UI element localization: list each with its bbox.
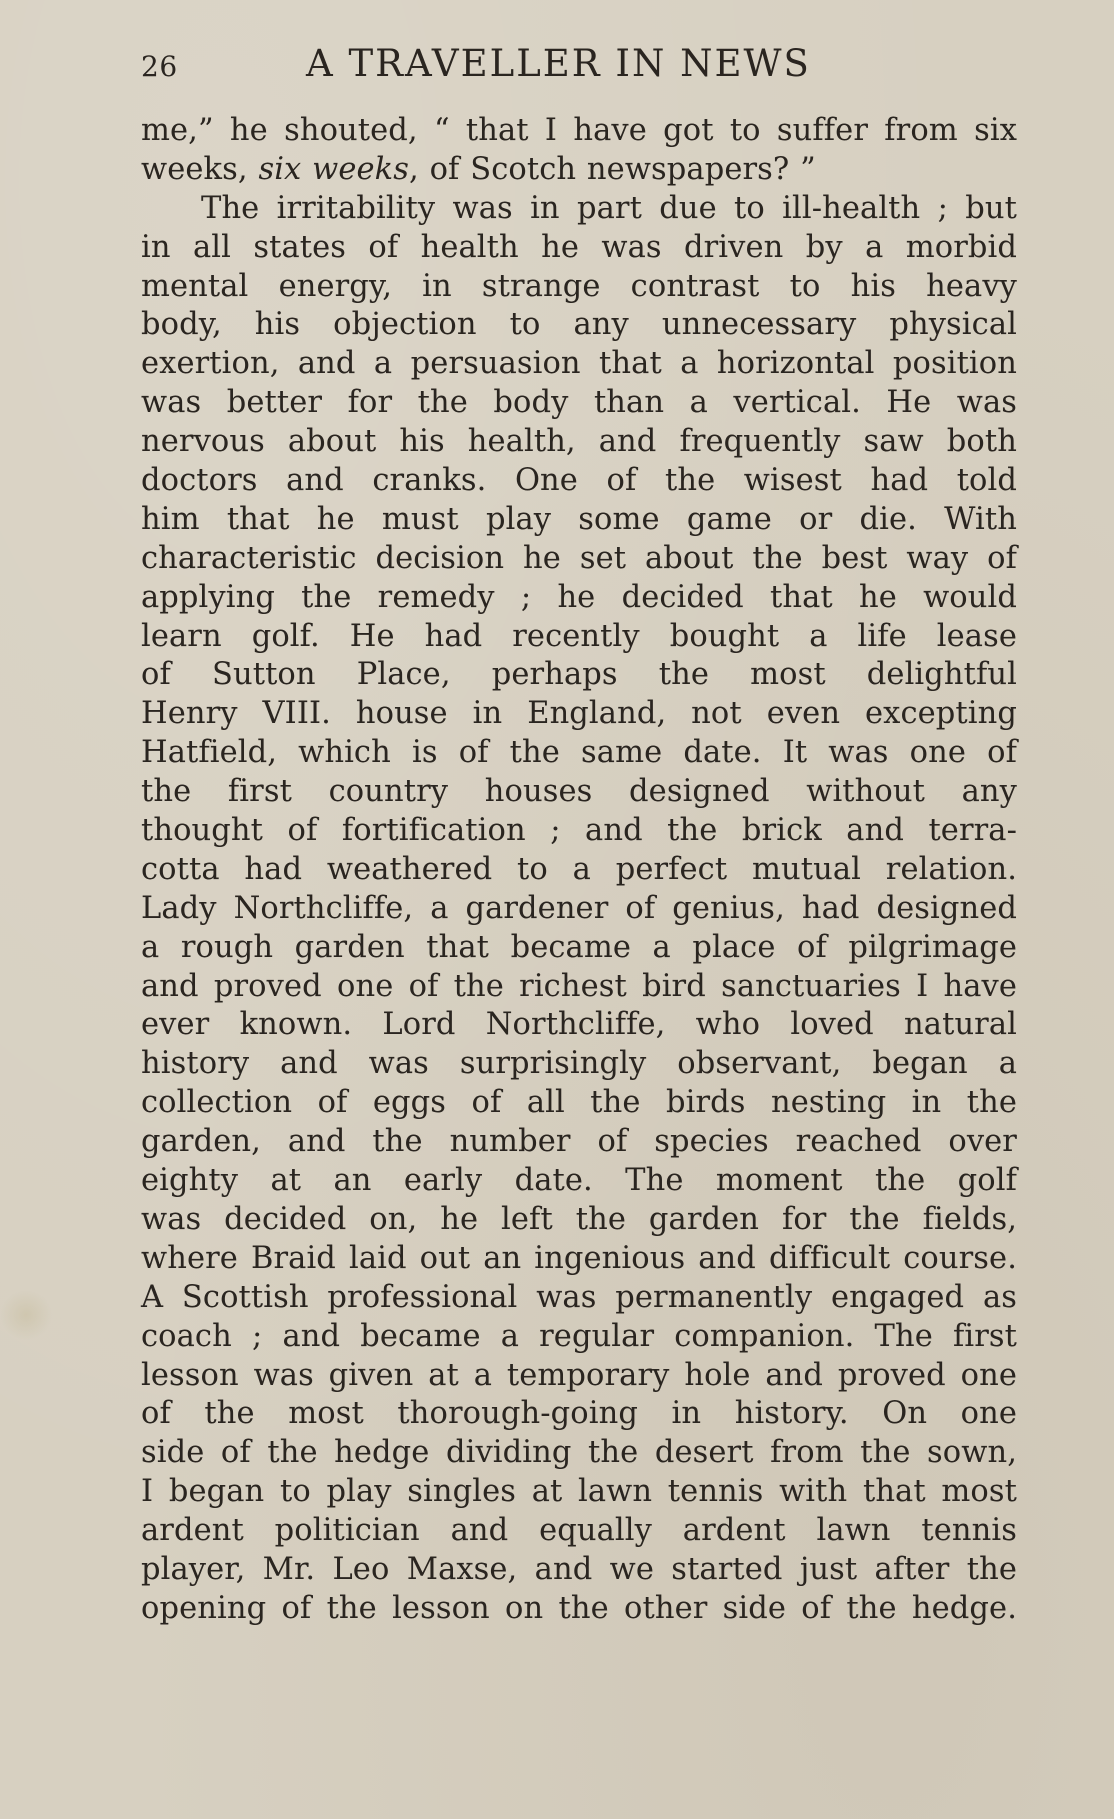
text-fragment: weeks, [141, 151, 259, 187]
running-title: A TRAVELLER IN NEWS [306, 42, 811, 85]
text-line: mental energy, in strange contrast to his heavy [141, 268, 1017, 304]
text-line: nervous about his health, and frequently saw both [141, 424, 1017, 460]
body-text [141, 112, 1017, 1629]
text-fragment: , of Scotch newspapers? ” [408, 151, 816, 187]
text-line: ardent politician and equally ardent lawn tennis [141, 1513, 1017, 1549]
text-line: exertion, and a persuasion that a horizontal position [141, 346, 1017, 382]
text-line: lesson was given at a temporary hole and proved one [141, 1357, 1017, 1393]
text-line: cotta had weathered to a perfect mutual relation. [141, 851, 1017, 887]
text-line: body, his objection to any unnecessary physical [141, 307, 1017, 343]
paper-stain [0, 1290, 52, 1340]
text-line: doctors and cranks. One of the wisest had told [141, 463, 1017, 499]
italic-emphasis: six weeks [258, 151, 409, 187]
text-line: applying the remedy ; he decided that he would [141, 579, 1017, 615]
text-line: opening of the lesson on the other side of the hedge. [141, 1590, 1017, 1626]
text-line: characteristic decision he set about the best way of [141, 540, 1017, 576]
running-head [141, 42, 1017, 90]
page-number: 26 [141, 50, 178, 83]
text-line: a rough garden that became a place of pilgrimage [141, 929, 1017, 965]
text-line: in all states of health he was driven by a morbid [141, 229, 1017, 265]
text-line: ever known. Lord Northcliffe, who loved natural [141, 1007, 1017, 1043]
text-line: garden, and the number of species reached over [141, 1124, 1017, 1160]
text-line: and proved one of the richest bird sanctuaries I have [141, 968, 1017, 1004]
text-line: collection of eggs of all the birds nesting in the [141, 1085, 1017, 1121]
text-line: was better for the body than a vertical. He was [141, 385, 1017, 421]
text-line: me,” he shouted, “ that I have got to suffer from six [141, 113, 1017, 148]
text-line: Hatfield, which is of the same date. It was one of [141, 735, 1017, 771]
text-line: side of the hedge dividing the desert from the sown, [141, 1435, 1017, 1471]
text-line: player, Mr. Leo Maxse, and we started just after the [141, 1551, 1017, 1587]
text-line: him that he must play some game or die. With [141, 501, 1017, 537]
text-line: eighty at an early date. The moment the golf [141, 1163, 1017, 1199]
text-line: where Braid laid out an ingenious and difficult course. [141, 1240, 1017, 1276]
text-line: the first country houses designed without any [141, 774, 1017, 810]
text-line: A Scottish professional was permanently engaged as [141, 1279, 1017, 1315]
text-line: was decided on, he left the garden for the fields, [141, 1201, 1017, 1237]
text-line [141, 151, 1017, 190]
text-line: Lady Northcliffe, a gardener of genius, had designed [141, 890, 1017, 926]
text-line: coach ; and became a regular companion. The first [141, 1318, 1017, 1354]
text-line: of Sutton Place, perhaps the most delightful [141, 657, 1017, 693]
text-line: of the most thorough-going in history. On one [141, 1396, 1017, 1432]
text-line: The irritability was in part due to ill-health ; but [201, 190, 1017, 226]
text-line: I began to play singles at lawn tennis with that most [141, 1474, 1017, 1510]
text-line: history and was surprisingly observant, began a [141, 1046, 1017, 1082]
text-line: Henry VIII. house in England, not even excepting [141, 696, 1017, 732]
text-line: learn golf. He had recently bought a life lease [141, 618, 1017, 654]
text-line: thought of fortification ; and the brick and terra- [141, 813, 1017, 849]
